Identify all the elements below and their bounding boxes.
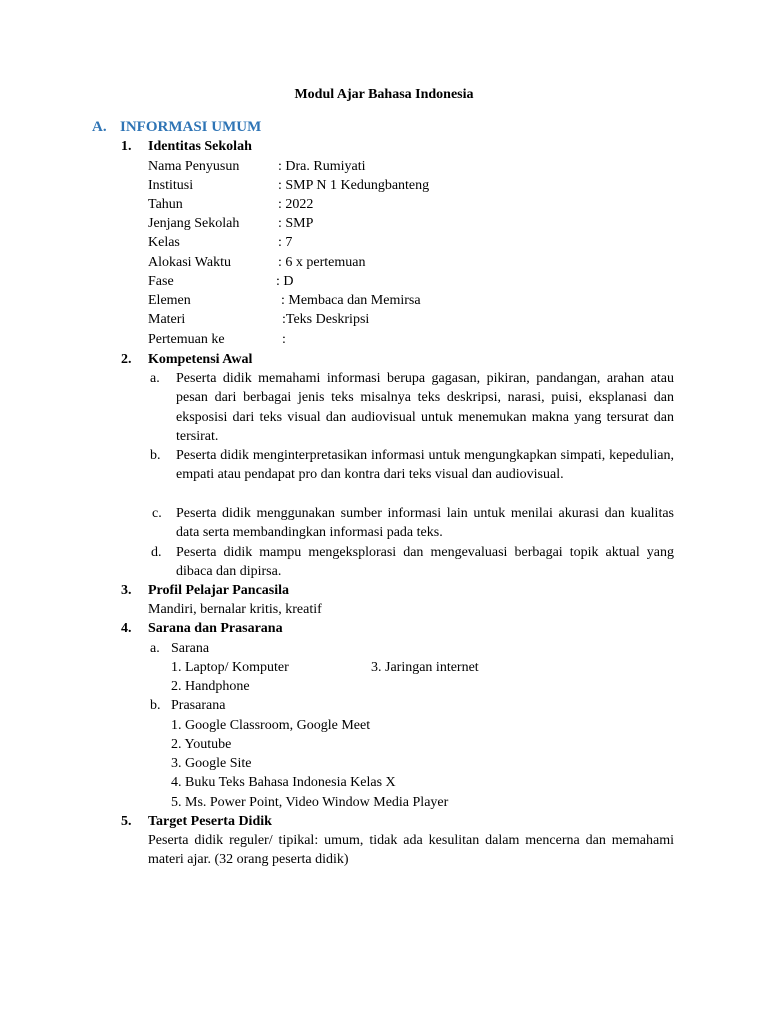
identitas-heading: Identitas Sekolah [148, 139, 252, 154]
kompetensi-letter-b: b. [150, 448, 161, 463]
sarana-item-jaringan: 3. Jaringan internet [371, 660, 479, 675]
item-2-number: 2. [121, 352, 132, 367]
identitas-value-fase: : D [276, 274, 294, 289]
identitas-value-pertemuan: : [282, 332, 286, 347]
kompetensi-text-d: Peserta didik mampu mengeksplorasi dan mengevaluasi berbagai topik aktual yang dibaca dan dipirsa. [176, 545, 674, 580]
item-1-number: 1. [121, 139, 132, 154]
identitas-value-materi: :Teks Deskripsi [282, 312, 370, 327]
prasarana-item-google-site: 3. Google Site [171, 756, 252, 771]
identitas-label-jenjang: Jenjang Sekolah [148, 216, 240, 231]
kompetensi-letter-d: d. [151, 545, 162, 560]
prasarana-item-buku-teks: 4. Buku Teks Bahasa Indonesia Kelas X [171, 775, 396, 790]
kompetensi-text-c: Peserta didik menggunakan sumber informasi lain untuk menilai akurasi dan kualitas data serta membandingkan informasi pada teks. [176, 506, 674, 541]
identitas-value-nama: : Dra. Rumiyati [278, 159, 366, 174]
kompetensi-text-b: Peserta didik menginterpretasikan informasi untuk mengungkapkan simpati, kepedulian, empati atau pendapat pro dan kontra dari teks visual dan audiovisual. [176, 448, 674, 483]
identitas-value-alokasi: : 6 x pertemuan [278, 255, 366, 270]
section-a-label: INFORMASI UMUM [120, 119, 262, 135]
item-3-number: 3. [121, 583, 132, 598]
target-heading: Target Peserta Didik [148, 814, 272, 829]
sarana-item-handphone: 2. Handphone [171, 679, 250, 694]
section-a-letter: A. [92, 119, 107, 135]
identitas-label-fase: Fase [148, 274, 174, 289]
sarana-a-letter: a. [150, 641, 160, 656]
sarana-b-label: Prasarana [171, 698, 226, 713]
kompetensi-letter-a: a. [150, 371, 160, 386]
identitas-label-alokasi: Alokasi Waktu [148, 255, 231, 270]
item-4-number: 4. [121, 621, 132, 636]
prasarana-item-google-classroom: 1. Google Classroom, Google Meet [171, 718, 371, 733]
identitas-label-pertemuan: Pertemuan ke [148, 332, 225, 347]
identitas-label-elemen: Elemen [148, 293, 191, 308]
profil-text: Mandiri, bernalar kritis, kreatif [148, 602, 322, 617]
identitas-label-nama: Nama Penyusun [148, 159, 240, 174]
target-text: Peserta didik reguler/ tipikal: umum, tidak ada kesulitan dalam mencerna dan memahami materi ajar. (32 orang peserta didik) [148, 833, 674, 868]
sarana-b-letter: b. [150, 698, 161, 713]
kompetensi-text-a: Peserta didik memahami informasi berupa gagasan, pikiran, pandangan, arahan atau pesan dari berbagai jenis teks misalnya teks deskripsi, narasi, puisi, eksplanasi dan eksposisi dari teks visual dan audiovisual untuk menemukan makna yang tersurat dan tersirat. [176, 371, 674, 444]
kompetensi-letter-c: c. [152, 506, 162, 521]
prasarana-item-power-point: 5. Ms. Power Point, Video Window Media Player [171, 795, 449, 810]
identitas-label-materi: Materi [148, 312, 186, 327]
identitas-value-tahun: : 2022 [278, 197, 314, 212]
identitas-value-institusi: : SMP N 1 Kedungbanteng [278, 178, 430, 193]
identitas-label-kelas: Kelas [148, 235, 180, 250]
sarana-item-laptop: 1. Laptop/ Komputer [171, 660, 289, 675]
identitas-value-kelas: : 7 [278, 235, 293, 250]
section-a-heading [92, 119, 261, 136]
sarana-a-label: Sarana [171, 641, 210, 656]
sarana-heading: Sarana dan Prasarana [148, 621, 283, 636]
identitas-value-jenjang: : SMP [278, 216, 314, 231]
profil-heading: Profil Pelajar Pancasila [148, 583, 290, 598]
identitas-label-institusi: Institusi [148, 178, 194, 193]
kompetensi-heading: Kompetensi Awal [148, 352, 253, 367]
identitas-value-elemen: : Membaca dan Memirsa [281, 293, 421, 308]
item-5-number: 5. [121, 814, 132, 829]
page-title: Modul Ajar Bahasa Indonesia [294, 87, 474, 102]
identitas-label-tahun: Tahun [148, 197, 183, 212]
prasarana-item-youtube: 2. Youtube [171, 737, 232, 752]
